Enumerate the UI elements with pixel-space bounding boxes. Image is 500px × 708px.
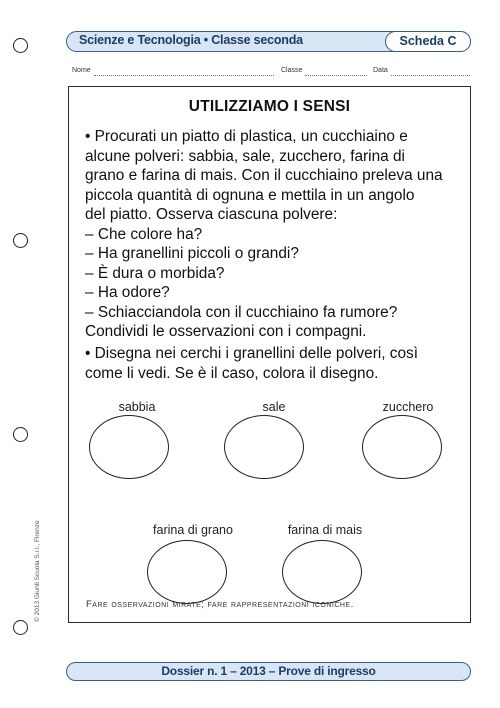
instruction-line: • Disegna nei cerchi i granellini delle polveri, così [85, 345, 419, 362]
drawing-circle-sale[interactable] [224, 415, 304, 479]
drawing-circle-sabbia[interactable] [89, 415, 169, 479]
name-label: Nome [72, 67, 91, 74]
instruction-line: grano e farina di mais. Con il cucchiaino preleva una [85, 167, 443, 184]
punch-hole [13, 233, 28, 248]
instruction-line: come li vedi. Se è il caso, colora il disegno. [85, 364, 379, 382]
question-line: – Ha odore? [85, 284, 170, 301]
instructions-paragraph [85, 127, 463, 342]
drawing-circle-zucchero[interactable] [362, 415, 442, 479]
circle-label-farina-grano: farina di grano [153, 523, 233, 537]
instruction-line: piccola quantità di ognuna e mettila in un angolo [85, 186, 415, 204]
date-label: Data [373, 67, 388, 74]
instruction-line: alcune polveri: sabbia, sale, zucchero, farina di [85, 147, 405, 165]
instruction-line: del piatto. Osserva ciascuna polvere: [85, 206, 338, 223]
question-line: – È dura o morbida? [85, 264, 225, 282]
punch-hole [13, 427, 28, 442]
question-line: – Schiacciandola con il cucchiaino fa rumore? [85, 303, 398, 321]
question-line: – Che colore ha? [85, 225, 203, 243]
circle-label-sabbia: sabbia [118, 400, 156, 414]
circle-label-sale: sale [262, 400, 286, 414]
footer-bar [66, 662, 471, 681]
sheet-badge [385, 31, 471, 52]
copyright-notice: © 2013 Giunti Scuola S.r.l., Firenze [34, 520, 41, 622]
instruction-line: • Procurati un piatto di plastica, un cucchiaino e [85, 128, 408, 145]
student-fields [72, 67, 470, 79]
circle-label-zucchero: zucchero [382, 400, 434, 414]
header-bar [66, 31, 471, 52]
name-field[interactable] [94, 75, 274, 76]
instruction-line: Condividi le osservazioni con i compagni. [85, 323, 367, 340]
footer-text: Dossier n. 1 – 2013 – Prove di ingresso [161, 664, 376, 678]
header-subject: Scienze e Tecnologia • Classe seconda [79, 33, 303, 47]
drawing-circle-farina-grano[interactable] [147, 540, 227, 604]
learning-objective: Fare osservazioni mirate; fare rappresentazioni iconiche. [86, 599, 354, 610]
drawing-instructions [85, 344, 463, 383]
class-field[interactable] [305, 75, 367, 76]
worksheet-title: UTILIZZIAMO I SENSI [188, 98, 351, 115]
punch-hole [13, 38, 28, 53]
date-field[interactable] [391, 75, 470, 76]
drawing-circle-farina-mais[interactable] [282, 540, 362, 604]
circle-label-farina-mais: farina di mais [287, 523, 363, 537]
worksheet-frame [68, 86, 471, 623]
question-line: – Ha granellini piccoli o grandi? [85, 245, 299, 262]
class-label: Classe [281, 67, 303, 74]
sheet-label: Scheda C [399, 34, 457, 48]
punch-hole [13, 620, 28, 635]
